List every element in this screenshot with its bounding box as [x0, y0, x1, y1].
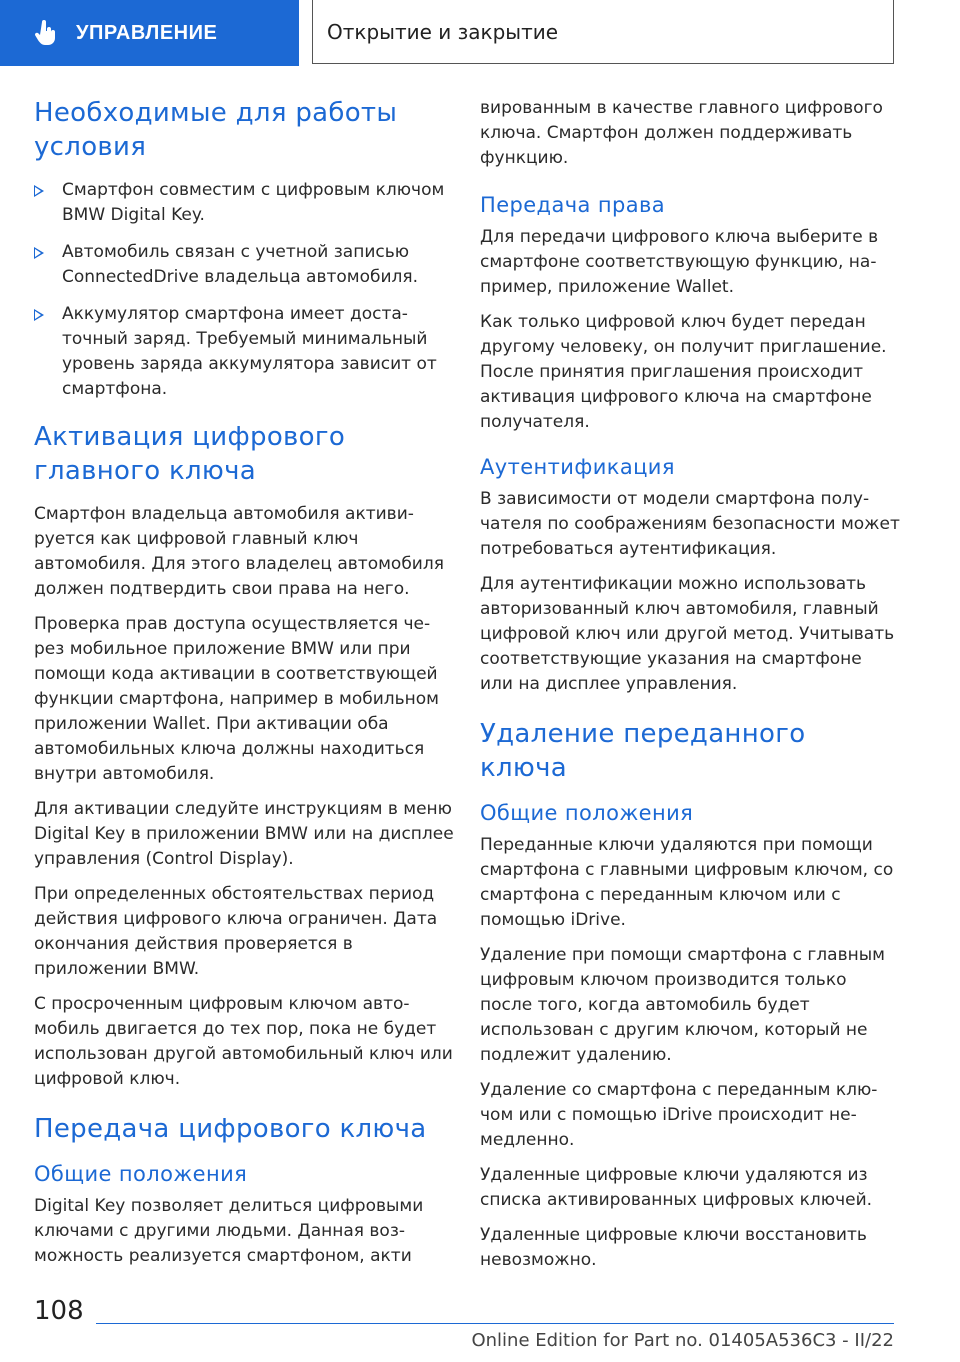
subheading-general: Общие положения: [34, 1162, 248, 1186]
heading-requirements: Необходимые для работы условия: [34, 98, 398, 162]
hand-pointer-icon: [34, 20, 58, 46]
paragraph: Digital Key позволяет делиться цифровыми ключами с другими людьми. Данная возможность реализуется смартфоном, акти: [34, 1196, 424, 1266]
heading-delete: Удаление переданного ключа: [480, 719, 806, 783]
section-tab: [0, 0, 299, 66]
paragraph: Переданные ключи удаляются при помощи смартфона с главными цифровым ключом, со смартфона с переданным ключом или с помощью iDrive.: [480, 835, 894, 930]
list-item: Аккумулятор смартфона имеет достаточный заряд. Требуемый минимальный уровень заряда аккумулятора зависит от смартфона.: [34, 302, 454, 402]
subheading-rights: Передача права: [480, 193, 666, 217]
heading-activation: Активация цифрового главного ключа: [34, 422, 346, 486]
edition-info: Online Edition for Part no. 01405A536C3 - II/22: [471, 1330, 894, 1351]
paragraph: Удаление со смартфона с переданным ключом или с помощью iDrive происходит немедленно.: [480, 1080, 878, 1150]
triangle-bullet-icon: [34, 247, 44, 259]
list-item: Смартфон совместим с цифровым ключом BMW Digital Key.: [34, 178, 454, 228]
list-item: Автомобиль связан с учетной записью ConnectedDrive владельца автомобиля.: [34, 240, 454, 290]
paragraph: С просроченным цифровым ключом автомобиль двигается до тех пор, пока не будет использован другой автомобильный ключ или цифровой ключ.: [34, 994, 453, 1089]
paragraph: Для активации следуйте инструкциям в меню Digital Key в приложении BMW или на дисплее управления (Control Display).: [34, 799, 454, 869]
left-column: [34, 96, 454, 1279]
triangle-bullet-icon: [34, 185, 44, 197]
footer-divider: [96, 1323, 894, 1324]
paragraph: Для аутентификации можно использовать авторизованный ключ автомобиля, главный цифровой ключ или другой метод. Учитывать соответствующие указания на смартфоне или на дисплее управления.: [480, 574, 895, 694]
paragraph: Для передачи цифрового ключа выберите в смартфоне соответствующую функцию, например, приложение Wallet.: [480, 227, 879, 297]
section-label: УПРАВЛЕНИЕ: [76, 21, 218, 44]
subheading-auth: Аутентификация: [480, 455, 675, 479]
paragraph: Проверка прав доступа осуществляется через мобильное приложение BMW или при помощи кода активации в соответствующей функции смартфона, например в мобильном приложении Wallet. При активации оба автомобильных ключа должны находиться внутри автомобиля.: [34, 614, 439, 784]
triangle-bullet-icon: [34, 309, 44, 321]
heading-transfer: Передача цифрового ключа: [34, 1114, 427, 1144]
paragraph: Смартфон владельца автомобиля активируется как цифровой главный ключ автомобиля. Для этого владелец автомобиля должен подтвердить свои права на него.: [34, 504, 444, 599]
paragraph: Как только цифровой ключ будет передан другому человеку, он получит приглашение. После принятия приглашения происходит активация цифрового ключа на смартфоне получателя.: [480, 312, 887, 432]
subheading-general: Общие положения: [480, 801, 694, 825]
paragraph: вированным в качестве главного цифрового ключа. Смартфон должен поддерживать функцию.: [480, 98, 883, 168]
paragraph: Удаленные цифровые ключи восстановить невозможно.: [480, 1225, 867, 1270]
requirements-list: [34, 178, 454, 402]
right-column: [480, 96, 900, 1283]
page-number: 108: [34, 1296, 84, 1326]
paragraph: Удаленные цифровые ключи удаляются из списка активированных цифровых ключей.: [480, 1165, 873, 1210]
paragraph: В зависимости от модели смартфона получателя по соображениям безопасности может потребоваться аутентификация.: [480, 489, 900, 559]
paragraph: При определенных обстоятельствах период действия цифрового ключа ограничен. Дата окончания действия проверяется в приложении BMW.: [34, 884, 438, 979]
paragraph: Удаление при помощи смартфона с главным цифровым ключом производится только после того, когда автомобиль будет использован с другим ключом, который не подлежит удалению.: [480, 945, 885, 1065]
chapter-header: [312, 0, 894, 64]
chapter-title: Открытие и закрытие: [327, 19, 559, 44]
